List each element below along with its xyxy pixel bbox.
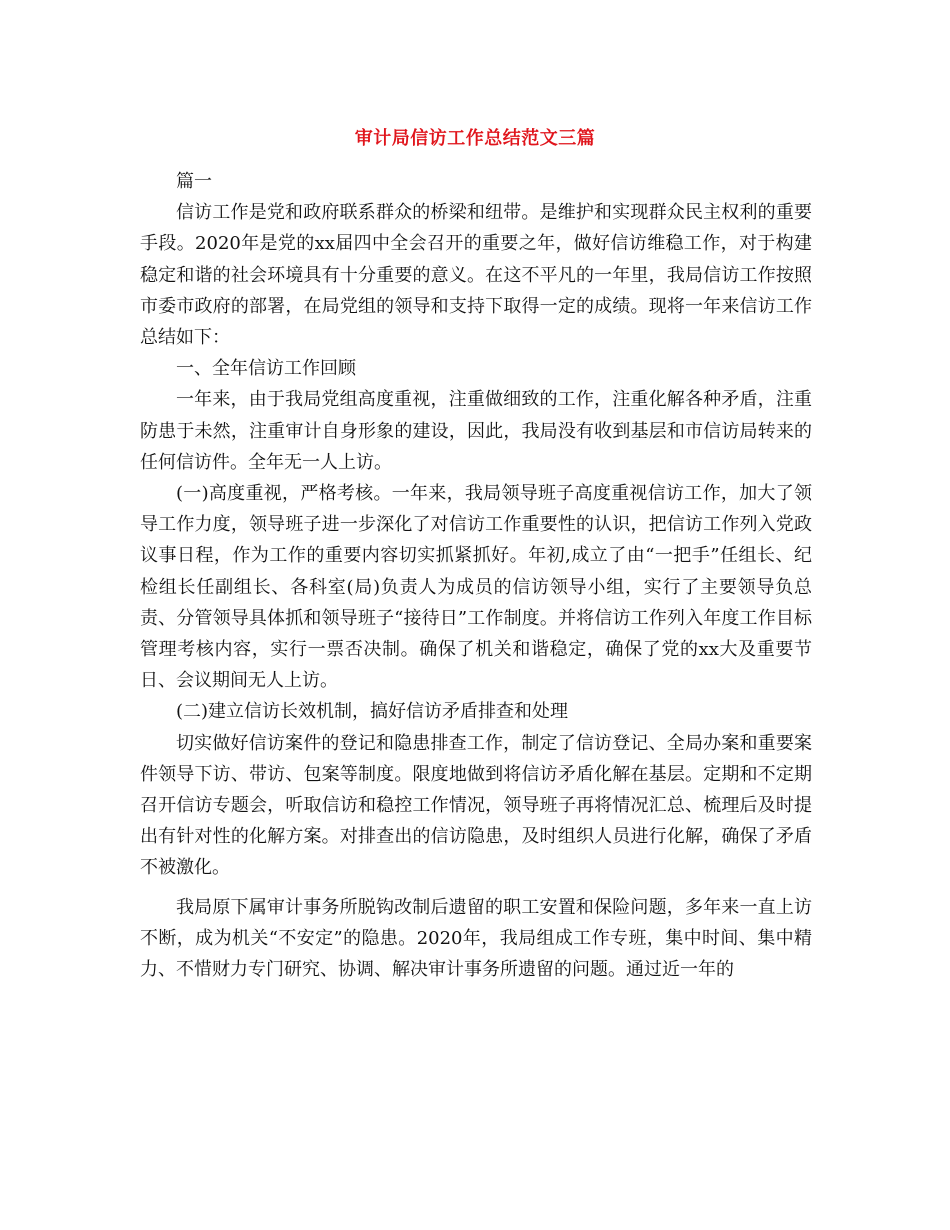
paragraph: 一年来，由于我局党组高度重视，注重做细致的工作，注重化解各种矛盾，注重防患于未然，注重审计自身形象的建设，因此，我局没有收到基层和市信访局转来的任何信访件。全年无一人上访。 — [140, 389, 812, 473]
document-body — [140, 166, 812, 985]
subheading: 一、全年信访工作回顾 — [176, 358, 356, 380]
document-title: 审计局信访工作总结范文三篇 — [354, 128, 596, 149]
section-heading: 篇一 — [176, 171, 212, 192]
paragraph: (一)高度重视，严格考核。一年来，我局领导班子高度重视信访工作，加大了领导工作力度，领导班子进一步深化了对信访工作重要性的认识，把信访工作列入党政议事日程，作为工作的重要内容切实抓紧抓好。年初,成立了由“一把手”任组长、纪检组长任副组长、各科室(局)负责人为成员的信访领导小组，实行了主要领导负总责、分管领导具体抓和领导班子“接待日”工作制度。并将信访工作列入年度工作目标管理考核内容，实行一票否决制。确保了机关和谐稳定，确保了党的xx大及重要节日、会议期间无人上访。 — [140, 483, 812, 692]
paragraph: 我局原下属审计事务所脱钩改制后遗留的职工安置和保险问题，多年来一直上访不断，成为机关“不安定”的隐患。2020年，我局组成工作专班，集中时间、集中精力、不惜财力专门研究、协调、解决审计事务所遗留的问题。通过近一年的 — [140, 896, 812, 981]
paragraph: 切实做好信访案件的登记和隐患排查工作，制定了信访登记、全局办案和重要案件领导下访、带访、包案等制度。限度地做到将信访矛盾化解在基层。定期和不定期召开信访专题会，听取信访和稳控工作情况，领导班子再将情况汇总、梳理后及时提出有针对性的化解方案。对排查出的信访隐患，及时组织人员进行化解，确保了矛盾不被激化。 — [140, 732, 812, 879]
paragraph: 信访工作是党和政府联系群众的桥梁和纽带。是维护和实现群众民主权利的重要手段。2020年是党的xx届四中全会召开的重要之年，做好信访维稳工作，对于构建稳定和谐的社会环境具有十分重要的意义。在这不平凡的一年里，我局信访工作按照市委市政府的部署，在局党组的领导和支持下取得一定的成绩。现将一年来信访工作总结如下： — [140, 202, 812, 349]
subheading: (二)建立信访长效机制，搞好信访矛盾排查和处理 — [176, 701, 569, 723]
